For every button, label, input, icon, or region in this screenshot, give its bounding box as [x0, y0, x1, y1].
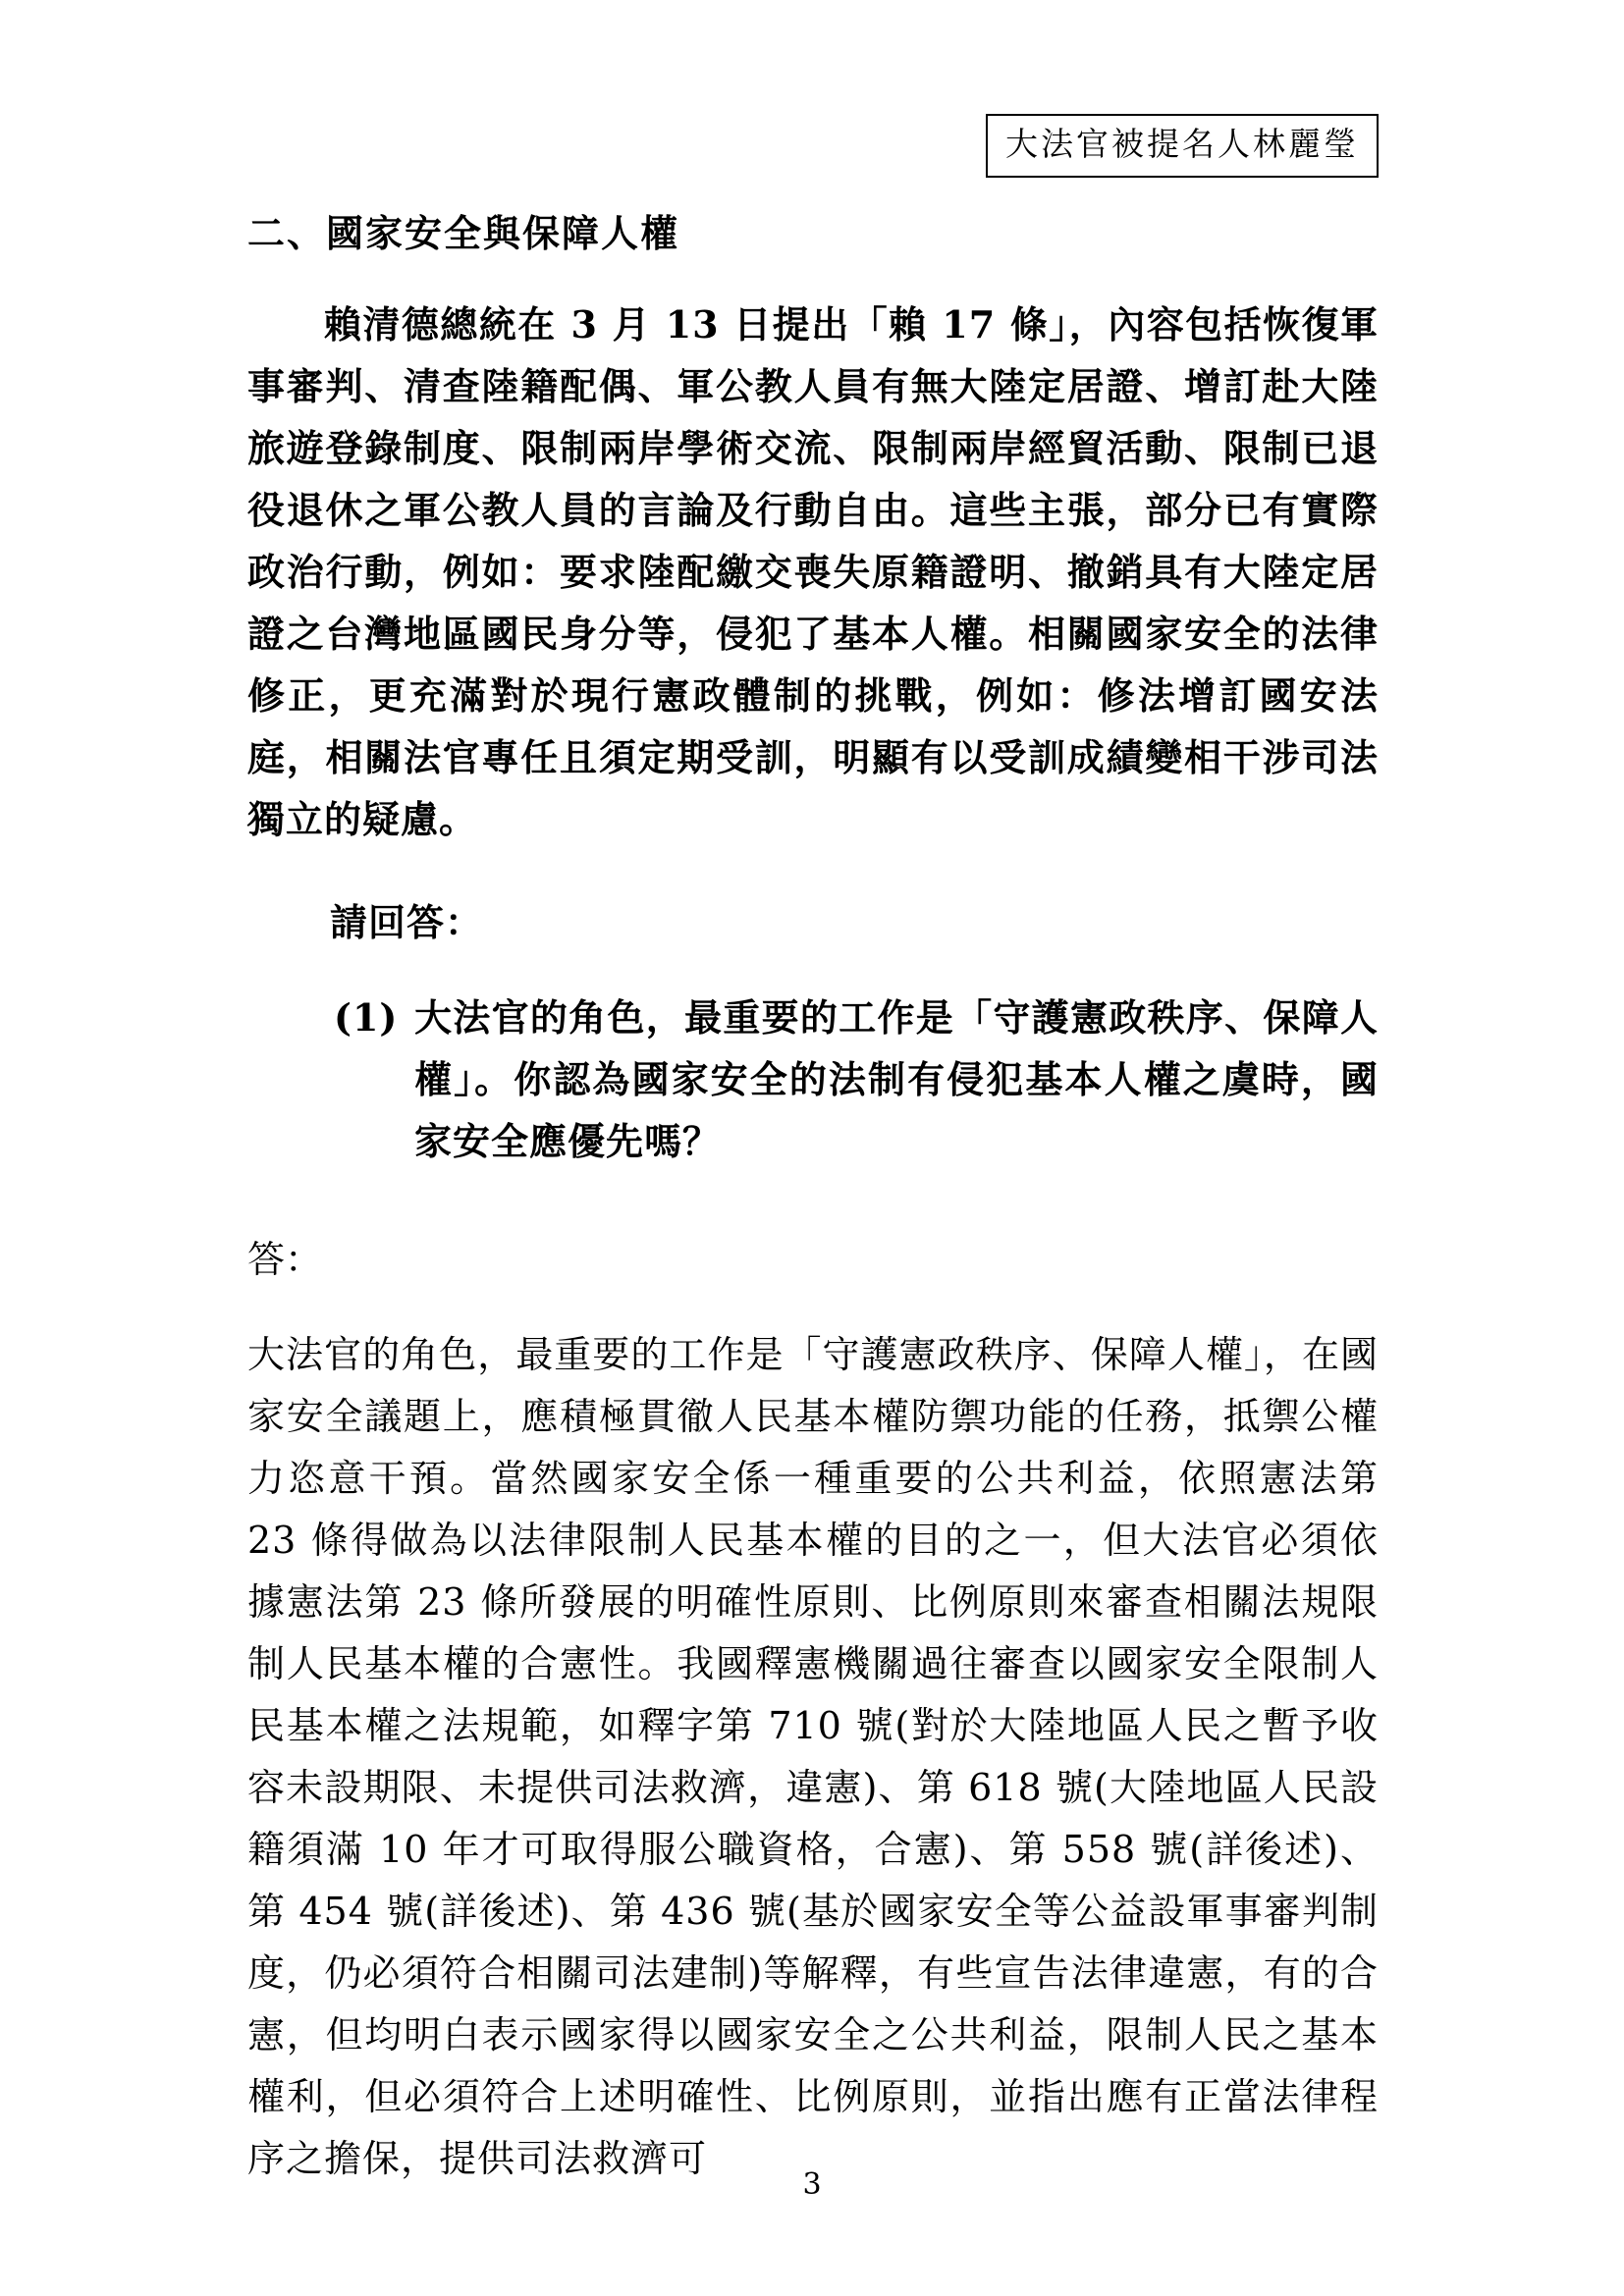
intro-paragraph: 賴清德總統在 3 月 13 日提出「賴 17 條」，內容包括恢復軍事審判、清查陸籍配偶、軍公教人員有無大陸定居證、增訂赴大陸旅遊登錄制度、限制兩岸學術交流、限制兩岸經貿活動、限制已退役退休之軍公教人員的言論及行動自由。這些主張，部分已有實際政治行動，例如：要求陸配繳交喪失原籍證明、撤銷具有大陸定居證之台灣地區國民身分等，侵犯了基本人權。相關國家安全的法律修正，更充滿對於現行憲政體制的挑戰，例如：修法增訂國安法庭，相關法官專任且須定期受訓，明顯有以受訓成績變相干涉司法獨立的疑慮。: [247, 302, 1379, 841]
answer-prompt: 請回答：: [330, 900, 484, 944]
document-content: [247, 202, 1379, 2190]
header-label-box: [986, 114, 1379, 178]
page-number: 3: [802, 2167, 822, 2202]
question-number: (1): [334, 995, 399, 1040]
section-title: 二、國家安全與保障人權: [247, 211, 680, 255]
answer-label: 答：: [247, 1238, 323, 1281]
answer-paragraph: 大法官的角色，最重要的工作是「守護憲政秩序、保障人權」，在國家安全議題上，應積極貫徹人民基本權防禦功能的任務，抵禦公權力恣意干預。當然國家安全係一種重要的公共利益，依照憲法第 23 條得做為以法律限制人民基本權的目的之一，但大法官必須依據憲法第 23 條所發展的明確性原則、比例原則來審查相關法規限制人民基本權的合憲性。我國釋憲機關過往審查以國家安全限制人民基本權之法規範，如釋字第 710 號(對於大陸地區人民之暫予收容未設期限、未提供司法救濟，違憲)、第 618 號(大陸地區人民設籍須滿 10 年才可取得服公職資格，合憲)、第 558 號(詳後述)、第 454 號(詳後述)、第 436 號(基於國家安全等公益設軍事審判制度，仍必須符合相關司法建制)等解釋，有些宣告法律違憲，有的合憲，但均明白表示國家得以國家安全之公共利益，限制人民之基本權利，但必須符合上述明確性、比例原則，並指出應有正當法律程序之擔保，提供司法救濟可: [247, 1333, 1379, 2180]
question-block: [334, 987, 1379, 1172]
header-label-text: 大法官被提名人林麗瑩: [1005, 125, 1359, 163]
question-text: 大法官的角色，最重要的工作是「守護憲政秩序、保障人權」。你認為國家安全的法制有侵犯基本人權之虞時，國家安全應優先嗎？: [414, 995, 1379, 1163]
